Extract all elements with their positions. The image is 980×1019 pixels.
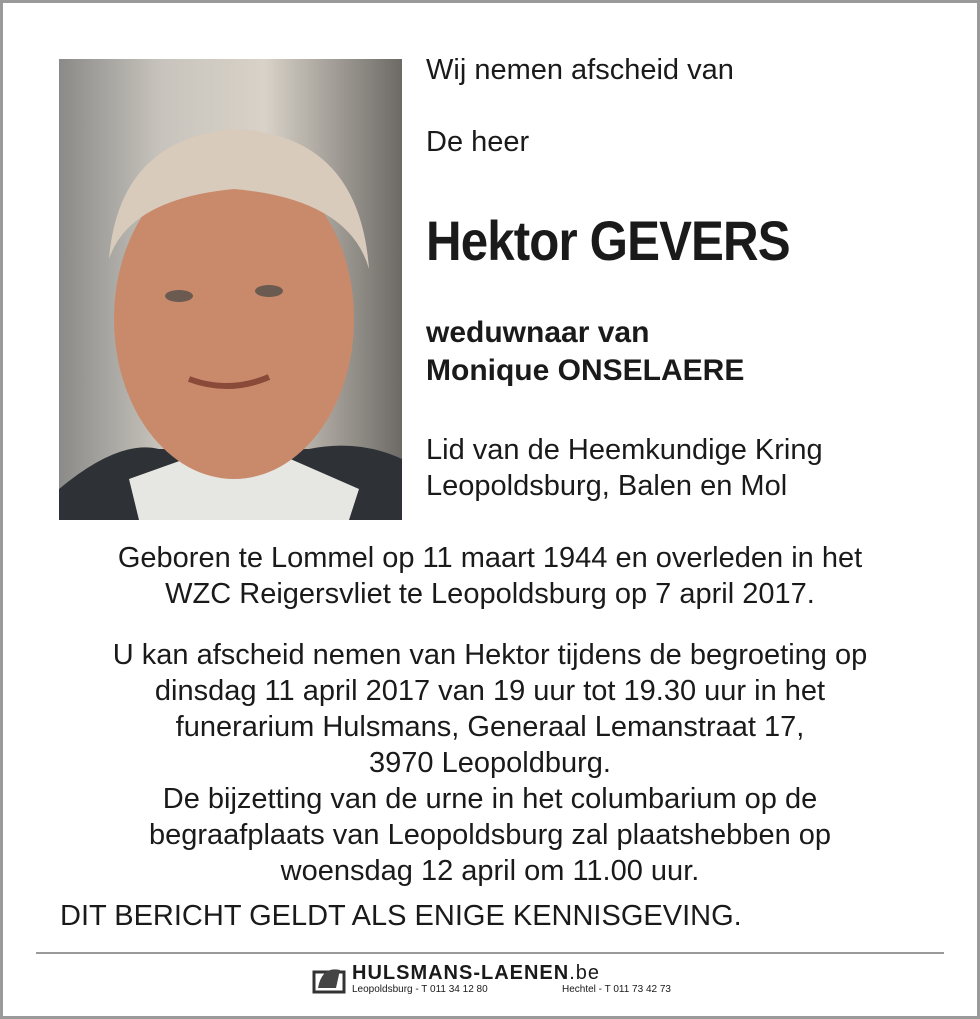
deceased-name: Hektor GEVERS — [426, 209, 790, 272]
text-line: De bijzetting van de urne in het columbarium op de — [162, 783, 818, 815]
birth-death-paragraph — [40, 540, 940, 612]
funeral-home-logo-icon — [312, 962, 346, 994]
text-line: woensdag 12 april om 11.00 uur. — [280, 855, 700, 887]
membership-line: Leopoldsburg, Balen en Mol — [426, 470, 788, 502]
brand-name — [352, 962, 600, 985]
text-line: Geboren te Lommel op 11 maart 1944 en overleden in het — [117, 542, 863, 574]
text-line: funerarium Hulsmans, Generaal Lemanstraat 17, — [175, 711, 805, 743]
membership-block — [426, 432, 823, 504]
membership-line: Lid van de Heemkundige Kring — [426, 434, 823, 466]
text-line: 3970 Leopoldburg. — [369, 747, 611, 779]
text-line: begraafplaats van Leopoldsburg zal plaatshebben op — [148, 819, 832, 851]
brand-text: HULSMANS-LAENEN — [352, 962, 570, 984]
spouse-name: Monique ONSELAERE — [426, 354, 745, 387]
ceremony-paragraph — [40, 637, 940, 889]
brand-domain: .be — [569, 962, 601, 984]
intro-line: Wij nemen afscheid van — [426, 54, 734, 86]
title-line: De heer — [426, 126, 530, 158]
funeral-home-footer — [312, 962, 692, 1002]
portrait-photo — [59, 59, 402, 520]
notice-text: DIT BERICHT GELDT ALS ENIGE KENNISGEVING. — [60, 900, 742, 932]
spouse-block — [426, 314, 744, 390]
text-line: dinsdag 11 april 2017 van 19 uur tot 19.30 uur in het — [154, 675, 826, 707]
divider — [36, 952, 944, 954]
spouse-label: weduwnaar van — [426, 316, 650, 349]
text-line: WZC Reigersvliet te Leopoldsburg op 7 april 2017. — [165, 578, 815, 610]
phone-leopoldsburg: Leopoldsburg - T 011 34 12 80 — [352, 984, 488, 995]
phone-hechtel: Hechtel - T 011 73 42 73 — [562, 984, 671, 995]
text-line: U kan afscheid nemen van Hektor tijdens de begroeting op — [112, 639, 868, 671]
